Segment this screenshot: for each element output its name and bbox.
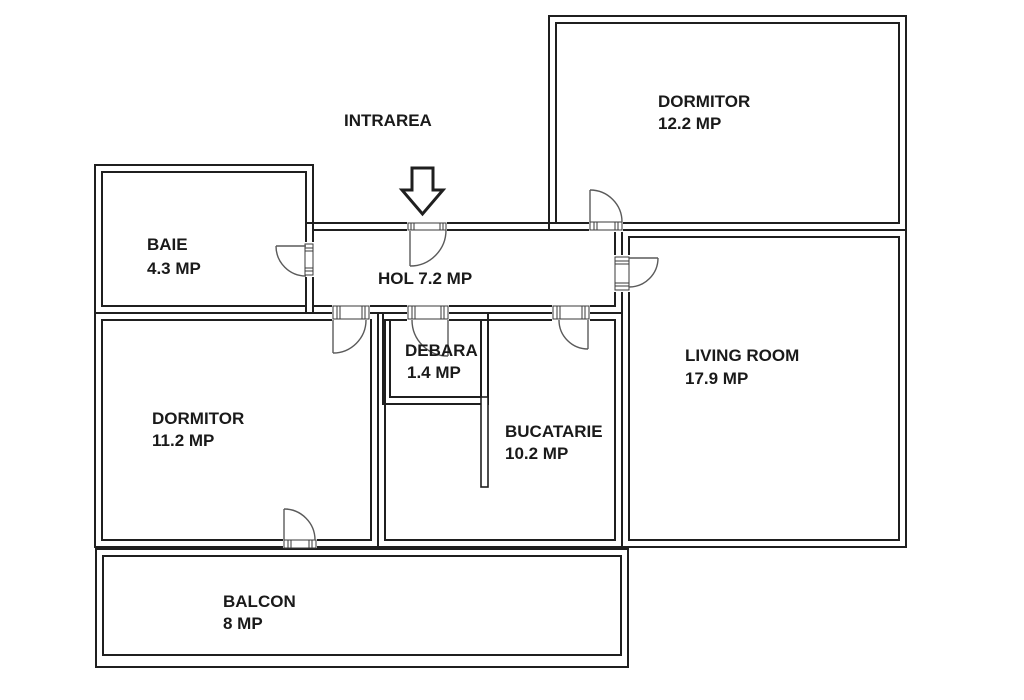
living-area: 17.9 MP	[685, 369, 749, 388]
bucatarie-area: 10.2 MP	[505, 444, 569, 463]
dormitor-mic-name: DORMITOR	[152, 409, 245, 428]
baie-name: BAIE	[147, 235, 188, 254]
living-name: LIVING ROOM	[685, 346, 800, 365]
room-hol-walls	[306, 223, 622, 313]
room-debara-walls	[383, 313, 488, 487]
kitchen-peninsula-wall	[481, 397, 488, 487]
threshold-living	[615, 257, 629, 290]
threshold-baie	[305, 244, 313, 275]
walls-layer	[95, 16, 906, 667]
threshold-dormitor-mare	[590, 222, 622, 230]
room-balcon-walls	[96, 549, 628, 667]
labels-layer	[147, 92, 799, 633]
room-living-walls	[622, 230, 906, 547]
room-dormitor-mic-walls	[95, 313, 378, 547]
entrance-label: INTRAREA	[344, 111, 432, 130]
debara-area: 1.4 MP	[407, 363, 461, 382]
balcon-area: 8 MP	[223, 614, 263, 633]
door-dormitor-mare	[590, 190, 622, 222]
door-balcon	[284, 509, 315, 540]
door-entrance	[410, 230, 446, 266]
dormitor-mare-name: DORMITOR	[658, 92, 751, 111]
door-bucatarie	[559, 320, 588, 349]
debara-name: DEBARA	[405, 341, 478, 360]
dormitor-mic-area: 11.2 MP	[152, 431, 215, 450]
threshold-bucatarie	[553, 306, 589, 319]
door-swings	[276, 190, 658, 540]
threshold-balcon	[284, 540, 316, 548]
bucatarie-name: BUCATARIE	[505, 422, 603, 441]
threshold-dormitor-mic	[333, 306, 369, 319]
threshold-debara	[408, 306, 448, 319]
baie-area: 4.3 MP	[147, 259, 201, 278]
room-dormitor-mare-walls	[549, 16, 906, 230]
room-baie-walls	[95, 165, 313, 313]
door-living	[629, 258, 658, 287]
door-dormitor-mic	[333, 320, 366, 353]
door-baie	[276, 246, 306, 276]
arrow-down-icon	[402, 168, 443, 214]
threshold-entrance	[408, 223, 446, 230]
dormitor-mare-area: 12.2 MP	[658, 114, 722, 133]
hol-label: HOL 7.2 MP	[378, 269, 473, 288]
balcon-name: BALCON	[223, 592, 296, 611]
